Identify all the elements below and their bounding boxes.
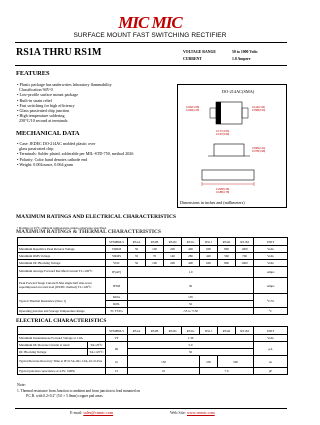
dim-label: 0.078(1.98): [252, 150, 266, 153]
mechanical-heading: MECHANICAL DATA: [16, 130, 80, 137]
dim-label: 0.049(1.25): [186, 109, 200, 112]
spec-label-voltage: VOLTAGE RANGE: [183, 50, 216, 54]
feature-item: • Low-profile surface mount package: [17, 92, 79, 98]
feature-item: • Fast switching for high efficiency: [17, 102, 75, 108]
ratings-overlay-heading: MAXIMUM RATINGS & THERMAL CHARACTERISTICS: [16, 229, 162, 235]
feature-item: Classification 94V-0: [19, 87, 53, 93]
table-row: Typical Thermal Resistance (Note 1) RθJA 105 °C/W: [18, 294, 288, 301]
spec-label-current: CURRENT: [183, 57, 202, 61]
dim-label: 0.188(4.78): [216, 191, 230, 194]
company-logo: [112, 13, 188, 31]
ratings-table: [17, 237, 288, 315]
section-divider: [15, 65, 287, 66]
mechanical-item: • Case: JEDEC DO-214AC molded plastic over: [17, 141, 96, 146]
dimensions-caption: Dimensions in inches and (millimeters): [180, 200, 245, 205]
features-heading: FEATURES: [16, 70, 50, 77]
note-item: P.C.B. with 0.2×0.2" (5.0 × 5.0mm) copper pad areas.: [26, 394, 104, 399]
feature-item: • Plastic package has underwrites laboratory flammability: [17, 82, 112, 87]
dim-label: 0.157(3.99): [216, 133, 230, 136]
package-drawing: [178, 94, 286, 198]
table-row: Typical Reverse Recovery Time at IF=0.5A, IR=1.0A, Irr=0.25A trr 150 250 500 ns: [18, 356, 288, 368]
dim-label: 0.114(2.90): [252, 106, 266, 109]
footer-email: E-mail: sales@cnmic.com: [70, 410, 114, 415]
dim-label: 0.177(4.50): [216, 130, 230, 133]
logo-text: MIC MIC: [118, 13, 182, 31]
table-row: Maximum Repetitive Peak Reverse Voltage VRRM 50 100 200 400 600 800 1000 Volts: [18, 246, 288, 253]
feature-item: • High temperature soldering: [17, 113, 65, 119]
feature-item: • Built-in strain relief: [17, 97, 52, 103]
part-number-range: RS1A THRU RS1M: [16, 47, 102, 58]
table-row: DC Blocking Voltage TA=125°C 50: [18, 349, 288, 356]
mechanical-item: • Weight: 0.002ounce, 0.064 gram: [17, 161, 73, 167]
feature-item: • Glass passivated chip junction: [17, 108, 70, 114]
dim-label: 0.098(2.50): [252, 109, 266, 112]
electrical-table: [17, 326, 288, 375]
feature-item: 250°C/10 second at terminals: [19, 118, 68, 124]
table-row: Maximum DC Blocking Voltage VDC 50 100 200 400 600 800 1000 Volts: [18, 260, 288, 267]
table-header-row: SYMBOLS RS1A RS1B RS1D RS1G RS1J RS1K RS1M UNIT: [18, 327, 288, 335]
footer-website: Web Site: www.cnmic.com: [170, 410, 215, 415]
mechanical-item: glass passivated chip: [19, 146, 54, 152]
mechanical-item: • Terminals: Solder plated, solderable per MIL-STD-750, method 2026: [17, 151, 134, 157]
mechanical-item: • Polarity: Color band denotes cathode end: [17, 156, 88, 162]
ratings-heading: MAXIMUM RATINGS AND ELECTRICAL CHARACTERISTICS: [16, 214, 177, 220]
dim-label: 0.096(2.44): [252, 147, 266, 150]
header-divider: [15, 42, 287, 43]
notes-list: [17, 389, 140, 399]
cathode-band: [216, 102, 221, 124]
document-subtitle: SURFACE MOUNT FAST SWITCHING RECTIFIER: [73, 32, 227, 39]
table-row: Maximum Instantaneous Forward Voltage at 1.0A VF 1.30 Volts: [18, 335, 288, 342]
note-item: 1. Thermal resistance from Junction to ambient and from junction to lead mounted on: [17, 389, 141, 393]
ratings-note: • Ratings at 25°C ambient temperature unless otherwise specified.: [17, 226, 107, 230]
table-row: Maximum Average Forward Rectified Current TL=100°C IF(AV) 1.0 Amps: [18, 267, 288, 278]
package-name: DO-214AC(SMA): [222, 89, 255, 94]
mechanical-list: [17, 141, 167, 167]
features-list: [17, 82, 167, 124]
table-row: Maximum DC Reverse Current at rated TA=25°C IR 5.0 μA: [18, 342, 288, 349]
email-link[interactable]: sales@cnmic.com: [83, 410, 114, 415]
table-header-row: SYMBOLS RS1A RS1B RS1D RS1G RS1J RS1K RS1M UNIT: [18, 238, 288, 246]
dim-label: 0.208(5.28): [216, 188, 230, 191]
dim-label: 0.062(1.58): [186, 106, 200, 109]
website-link[interactable]: www.cnmic.com: [186, 410, 215, 415]
table-row: RθJL 32: [18, 301, 288, 308]
table-row: Peak Forward Surge Current 8.3ms single half sine-wave superimposed on rated load (JEDEC method) TL=100°C IFSM 30 Amps: [18, 278, 288, 294]
footer-divider: [15, 408, 287, 409]
spec-value-voltage: 50 to 1000 Volts: [232, 50, 258, 54]
electrical-heading: ELECTRICAL CHARACTERISTICS: [16, 318, 107, 324]
table-row: Maximum RMS Voltage VRMS 35 70 140 280 420 560 700 Volts: [18, 253, 288, 260]
spec-value-current: 1.0 Ampere: [232, 57, 251, 61]
table-row: Typical junction capacitance at 4.0V, 1MHz CJ 10 7.0 pF: [18, 368, 288, 375]
table-row: Operating junction and Storage Temperature Range TJ, TSTG -55 to +150 °C: [18, 308, 288, 315]
notes-heading: Note:: [17, 383, 26, 387]
